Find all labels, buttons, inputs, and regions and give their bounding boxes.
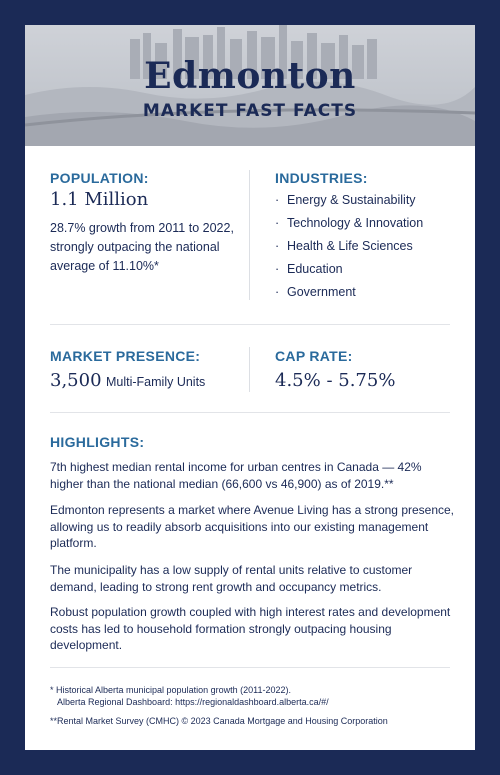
industries-list xyxy=(275,192,423,307)
market-presence-heading: MARKET PRESENCE: xyxy=(50,348,201,364)
highlights-heading: HIGHLIGHTS: xyxy=(50,434,145,450)
industries-heading: INDUSTRIES: xyxy=(275,170,368,186)
population-value: 1.1 Million xyxy=(50,189,149,210)
highlight-item: 7th highest median rental income for urban centres in Canada — 42% higher than the national median (66,600 vs 46,900) as of 2019.** xyxy=(50,460,422,491)
population-heading: POPULATION: xyxy=(50,170,149,186)
page-title: Edmonton xyxy=(144,55,356,97)
section-divider xyxy=(50,324,450,325)
header-banner xyxy=(25,25,475,146)
cap-rate-heading: CAP RATE: xyxy=(275,348,353,364)
list-item: · Health & Life Sciences xyxy=(275,239,413,253)
footnote-1: * Historical Alberta municipal population growth (2011-2022). Alberta Regional Dashboard: https://regionaldashboard.alberta.ca/#/ xyxy=(50,685,329,707)
cap-rate-value: 4.5% - 5.75% xyxy=(275,370,396,391)
section-divider xyxy=(50,667,450,668)
footnote-2: **Rental Market Survey (CMHC) © 2023 Canada Mortgage and Housing Corporation xyxy=(50,716,388,726)
list-item: · Education xyxy=(275,262,343,276)
highlight-item: Edmonton represents a market where Avenue Living has a strong presence, allowing us to readily absorb acquisitions into our existing management platform. xyxy=(50,503,455,550)
list-item: · Technology & Innovation xyxy=(275,216,424,230)
list-item: · Government xyxy=(275,285,356,299)
market-presence-value: 3,500 Multi-Family Units xyxy=(50,370,206,391)
column-divider xyxy=(249,347,250,392)
highlight-item: Robust population growth coupled with high interest rates and development costs has led to household formation strongly outpacing housing development. xyxy=(50,605,451,652)
section-divider xyxy=(50,412,450,413)
list-item: · Energy & Sustainability xyxy=(275,193,416,207)
population-description: 28.7% growth from 2011 to 2022, strongly outpacing the national average of 11.10%* xyxy=(50,221,234,273)
column-divider xyxy=(249,170,250,300)
page-subtitle: MARKET FAST FACTS xyxy=(142,101,358,121)
fact-sheet-card xyxy=(25,25,475,750)
highlight-item: The municipality has a low supply of rental units relative to customer demand, leading to strong rent growth and occupancy metrics. xyxy=(50,563,413,594)
